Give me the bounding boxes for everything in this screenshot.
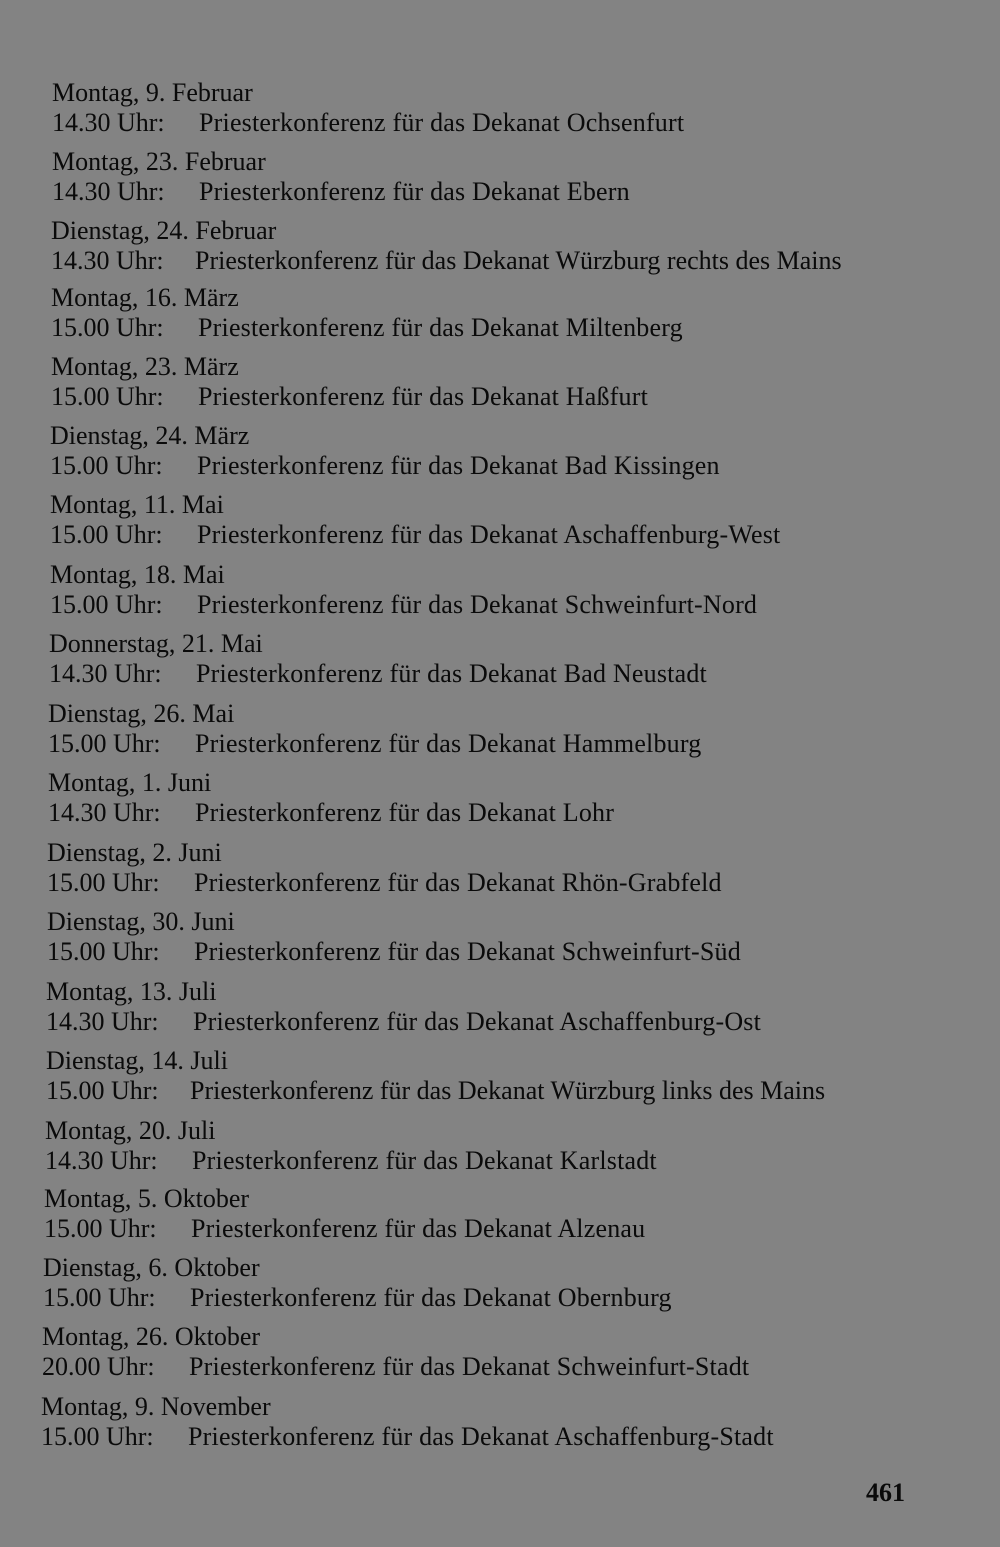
entry-time: 15.00 Uhr: — [51, 382, 164, 411]
entry-event-line — [52, 177, 630, 207]
schedule-entry — [50, 421, 720, 481]
entry-time: 14.30 Uhr: — [51, 246, 164, 275]
entry-description: Priesterkonferenz für das Dekanat Würzburg rechts des Mains — [195, 246, 842, 275]
schedule-entry — [52, 147, 630, 207]
entry-description: Priesterkonferenz für das Dekanat Schweinfurt-Stadt — [189, 1352, 750, 1381]
schedule-entry — [49, 629, 707, 689]
entry-date: Dienstag, 6. Oktober — [43, 1253, 260, 1282]
schedule-entry — [46, 977, 761, 1037]
entry-time: 15.00 Uhr: — [41, 1422, 154, 1451]
entry-description: Priesterkonferenz für das Dekanat Hammelburg — [195, 729, 702, 758]
entry-time: 14.30 Uhr: — [46, 1007, 159, 1036]
schedule-entry — [41, 1392, 774, 1452]
entry-event-line — [47, 937, 741, 967]
entry-date: Montag, 26. Oktober — [42, 1322, 261, 1351]
entry-event-line — [48, 729, 701, 759]
entry-description: Priesterkonferenz für das Dekanat Aschaffenburg-Stadt — [188, 1422, 774, 1451]
entry-description: Priesterkonferenz für das Dekanat Karlstadt — [192, 1146, 657, 1175]
entry-event-line — [43, 1283, 672, 1313]
schedule-entry — [51, 216, 842, 276]
entry-description: Priesterkonferenz für das Dekanat Schweinfurt-Nord — [197, 590, 758, 619]
entry-description: Priesterkonferenz für das Dekanat Obernburg — [190, 1283, 672, 1312]
entry-event-line — [46, 1076, 825, 1106]
entry-description: Priesterkonferenz für das Dekanat Ochsenfurt — [199, 108, 685, 137]
entry-time: 15.00 Uhr: — [50, 451, 163, 480]
entry-event-line — [46, 1007, 761, 1037]
schedule-entry — [50, 560, 757, 620]
entry-time: 15.00 Uhr: — [47, 868, 160, 897]
entry-time: 15.00 Uhr: — [43, 1283, 156, 1312]
entry-time: 14.30 Uhr: — [48, 798, 161, 827]
entry-description: Priesterkonferenz für das Dekanat Würzburg links des Mains — [190, 1076, 826, 1105]
entry-event-line — [51, 313, 683, 343]
schedule-entry — [51, 283, 683, 343]
schedule-entry — [52, 78, 684, 138]
entry-date: Montag, 5. Oktober — [44, 1184, 250, 1213]
entry-description: Priesterkonferenz für das Dekanat Rhön-Grabfeld — [194, 868, 722, 897]
entry-event-line — [41, 1422, 774, 1452]
schedule-entry — [50, 490, 780, 550]
entry-event-line — [49, 659, 707, 689]
entry-date: Dienstag, 24. Februar — [51, 216, 277, 245]
schedule-entry — [45, 1116, 657, 1176]
entry-date: Montag, 23. Februar — [52, 147, 266, 176]
schedule-entry — [47, 907, 741, 967]
page-number: 461 — [866, 1478, 905, 1507]
entry-description: Priesterkonferenz für das Dekanat Aschaffenburg-Ost — [193, 1007, 762, 1036]
entry-time: 14.30 Uhr: — [45, 1146, 158, 1175]
entry-date: Montag, 13. Juli — [46, 977, 217, 1006]
entry-time: 20.00 Uhr: — [42, 1352, 155, 1381]
entry-time: 14.30 Uhr: — [52, 108, 165, 137]
schedule-entry — [46, 1046, 825, 1106]
schedule-entry — [51, 352, 648, 412]
entry-time: 15.00 Uhr: — [48, 729, 161, 758]
entry-time: 15.00 Uhr: — [50, 520, 163, 549]
entry-time: 14.30 Uhr: — [52, 177, 165, 206]
entry-date: Dienstag, 30. Juni — [47, 907, 235, 936]
entry-date: Montag, 20. Juli — [45, 1116, 216, 1145]
entry-event-line — [44, 1214, 645, 1244]
schedule-entry — [43, 1253, 672, 1313]
entry-date: Montag, 1. Juni — [48, 768, 212, 797]
entry-description: Priesterkonferenz für das Dekanat Ebern — [199, 177, 630, 206]
schedule-entry — [48, 768, 614, 828]
entry-date: Montag, 16. März — [51, 283, 239, 312]
entry-event-line — [52, 108, 684, 138]
entry-date: Dienstag, 14. Juli — [46, 1046, 228, 1075]
entry-time: 15.00 Uhr: — [44, 1214, 157, 1243]
entry-date: Montag, 23. März — [51, 352, 239, 381]
entry-time: 15.00 Uhr: — [46, 1076, 159, 1105]
entry-event-line — [51, 382, 648, 412]
entry-date: Montag, 9. Februar — [52, 78, 253, 107]
entry-event-line — [50, 520, 780, 550]
entry-date: Montag, 9. November — [41, 1392, 271, 1421]
entry-description: Priesterkonferenz für das Dekanat Haßfurt — [198, 382, 649, 411]
entry-description: Priesterkonferenz für das Dekanat Bad Kissingen — [197, 451, 720, 480]
entry-time: 15.00 Uhr: — [47, 937, 160, 966]
entry-event-line — [51, 246, 842, 276]
entry-time: 14.30 Uhr: — [49, 659, 162, 688]
entry-time: 15.00 Uhr: — [50, 590, 163, 619]
entry-event-line — [45, 1146, 657, 1176]
schedule-entry — [44, 1184, 645, 1244]
entry-date: Dienstag, 26. Mai — [48, 699, 235, 728]
entry-description: Priesterkonferenz für das Dekanat Bad Neustadt — [196, 659, 707, 688]
entry-date: Dienstag, 2. Juni — [47, 838, 222, 867]
entry-date: Montag, 11. Mai — [50, 490, 224, 519]
entry-event-line — [42, 1352, 749, 1382]
entry-description: Priesterkonferenz für das Dekanat Miltenberg — [198, 313, 683, 342]
entry-event-line — [48, 798, 614, 828]
entry-date: Dienstag, 24. März — [50, 421, 250, 450]
entry-date: Montag, 18. Mai — [50, 560, 225, 589]
entry-description: Priesterkonferenz für das Dekanat Aschaffenburg-West — [197, 520, 781, 549]
entry-time: 15.00 Uhr: — [51, 313, 164, 342]
entry-description: Priesterkonferenz für das Dekanat Lohr — [195, 798, 615, 827]
entry-description: Priesterkonferenz für das Dekanat Schweinfurt-Süd — [194, 937, 741, 966]
entry-description: Priesterkonferenz für das Dekanat Alzenau — [191, 1214, 646, 1243]
entry-event-line — [50, 451, 720, 481]
schedule-entry — [42, 1322, 749, 1382]
schedule-entry — [48, 699, 701, 759]
schedule-entry — [47, 838, 722, 898]
entry-event-line — [50, 590, 757, 620]
entry-date: Donnerstag, 21. Mai — [49, 629, 263, 658]
entry-event-line — [47, 868, 722, 898]
